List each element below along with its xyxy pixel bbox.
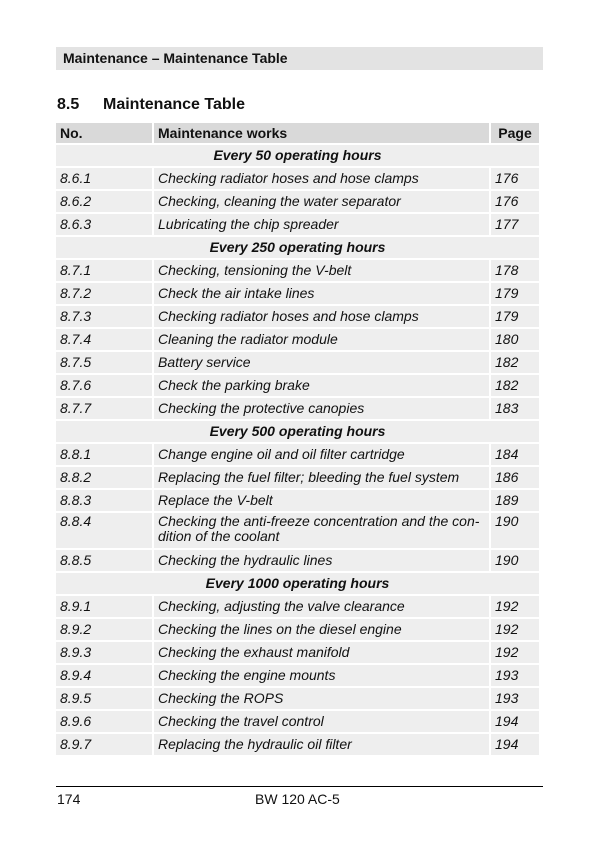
row-page: 194 — [491, 711, 539, 732]
row-page: 177 — [491, 214, 539, 235]
table-row — [56, 688, 539, 709]
row-work: Checking radiator hoses and hose clamps — [154, 306, 489, 327]
row-work: Checking the anti-freeze concentration and the con-dition of the coolant — [154, 513, 489, 548]
row-number: 8.8.3 — [56, 490, 152, 511]
table-row — [56, 513, 539, 548]
row-page: 182 — [491, 375, 539, 396]
row-work: Checking the hydraulic lines — [154, 550, 489, 571]
row-number: 8.7.1 — [56, 260, 152, 281]
row-page: 194 — [491, 734, 539, 755]
row-page: 176 — [491, 168, 539, 189]
group-title: Every 500 operating hours — [56, 421, 539, 442]
row-number: 8.6.3 — [56, 214, 152, 235]
row-page: 176 — [491, 191, 539, 212]
row-work: Checking, cleaning the water separator — [154, 191, 489, 212]
table-row — [56, 168, 539, 189]
row-page: 183 — [491, 398, 539, 419]
row-number: 8.9.6 — [56, 711, 152, 732]
table-row — [56, 214, 539, 235]
group-row — [56, 573, 539, 594]
running-header — [56, 47, 543, 70]
row-page: 179 — [491, 306, 539, 327]
row-page: 189 — [491, 490, 539, 511]
group-title: Every 250 operating hours — [56, 237, 539, 258]
row-page: 192 — [491, 596, 539, 617]
table-header-row — [56, 123, 539, 143]
group-row — [56, 237, 539, 258]
row-work: Lubricating the chip spreader — [154, 214, 489, 235]
row-work: Replacing the fuel filter; bleeding the fuel system — [154, 467, 489, 488]
row-page: 182 — [491, 352, 539, 373]
row-number: 8.8.1 — [56, 444, 152, 465]
row-work: Check the air intake lines — [154, 283, 489, 304]
table-row — [56, 596, 539, 617]
table-row — [56, 490, 539, 511]
row-page: 184 — [491, 444, 539, 465]
row-page: 193 — [491, 665, 539, 686]
row-number: 8.9.3 — [56, 642, 152, 663]
row-number: 8.7.2 — [56, 283, 152, 304]
row-page: 186 — [491, 467, 539, 488]
row-number: 8.9.1 — [56, 596, 152, 617]
row-work: Checking, adjusting the valve clearance — [154, 596, 489, 617]
row-work: Checking the engine mounts — [154, 665, 489, 686]
row-page: 192 — [491, 619, 539, 640]
table-row — [56, 260, 539, 281]
row-number: 8.9.4 — [56, 665, 152, 686]
table-row — [56, 467, 539, 488]
row-work: Checking, tensioning the V-belt — [154, 260, 489, 281]
row-number: 8.9.7 — [56, 734, 152, 755]
table-body — [56, 145, 539, 755]
footer-page-number: 174 — [57, 791, 81, 807]
row-work: Cleaning the radiator module — [154, 329, 489, 350]
table-row — [56, 550, 539, 571]
table-row — [56, 398, 539, 419]
column-header-page: Page — [491, 123, 539, 143]
row-number: 8.7.3 — [56, 306, 152, 327]
row-page: 190 — [491, 550, 539, 571]
row-work: Checking the lines on the diesel engine — [154, 619, 489, 640]
group-row — [56, 421, 539, 442]
row-page: 193 — [491, 688, 539, 709]
row-number: 8.6.2 — [56, 191, 152, 212]
table-row — [56, 306, 539, 327]
row-work: Check the parking brake — [154, 375, 489, 396]
row-work: Checking the protective canopies — [154, 398, 489, 419]
group-title: Every 1000 operating hours — [56, 573, 539, 594]
row-page: 178 — [491, 260, 539, 281]
table-row — [56, 329, 539, 350]
row-work: Checking the exhaust manifold — [154, 642, 489, 663]
row-number: 8.7.7 — [56, 398, 152, 419]
section-title: Maintenance Table — [103, 96, 245, 113]
running-header-title: Maintenance – Maintenance Table — [63, 50, 288, 66]
column-header-work: Maintenance works — [154, 123, 489, 143]
table-row — [56, 711, 539, 732]
row-number: 8.7.4 — [56, 329, 152, 350]
table-row — [56, 283, 539, 304]
row-work: Checking the travel control — [154, 711, 489, 732]
row-page: 190 — [491, 513, 539, 548]
row-work: Change engine oil and oil filter cartridge — [154, 444, 489, 465]
maintenance-table — [54, 121, 541, 757]
row-work: Checking the ROPS — [154, 688, 489, 709]
row-number: 8.6.1 — [56, 168, 152, 189]
row-work: Replacing the hydraulic oil filter — [154, 734, 489, 755]
row-work: Checking radiator hoses and hose clamps — [154, 168, 489, 189]
table-row — [56, 642, 539, 663]
row-page: 180 — [491, 329, 539, 350]
row-number: 8.7.5 — [56, 352, 152, 373]
row-number: 8.7.6 — [56, 375, 152, 396]
table-row — [56, 734, 539, 755]
row-number: 8.8.4 — [56, 513, 152, 548]
row-number: 8.8.2 — [56, 467, 152, 488]
table-row — [56, 665, 539, 686]
table-row — [56, 191, 539, 212]
row-number: 8.8.5 — [56, 550, 152, 571]
table-row — [56, 352, 539, 373]
row-page: 179 — [491, 283, 539, 304]
row-page: 192 — [491, 642, 539, 663]
table-row — [56, 444, 539, 465]
row-work: Battery service — [154, 352, 489, 373]
group-row — [56, 145, 539, 166]
section-number: 8.5 — [57, 96, 80, 113]
table-row — [56, 619, 539, 640]
row-number: 8.9.2 — [56, 619, 152, 640]
table-row — [56, 375, 539, 396]
footer-divider — [56, 786, 543, 787]
row-number: 8.9.5 — [56, 688, 152, 709]
row-work: Replace the V-belt — [154, 490, 489, 511]
group-title: Every 50 operating hours — [56, 145, 539, 166]
section-heading — [57, 96, 245, 114]
footer-model: BW 120 AC-5 — [255, 791, 340, 807]
column-header-no: No. — [56, 123, 152, 143]
